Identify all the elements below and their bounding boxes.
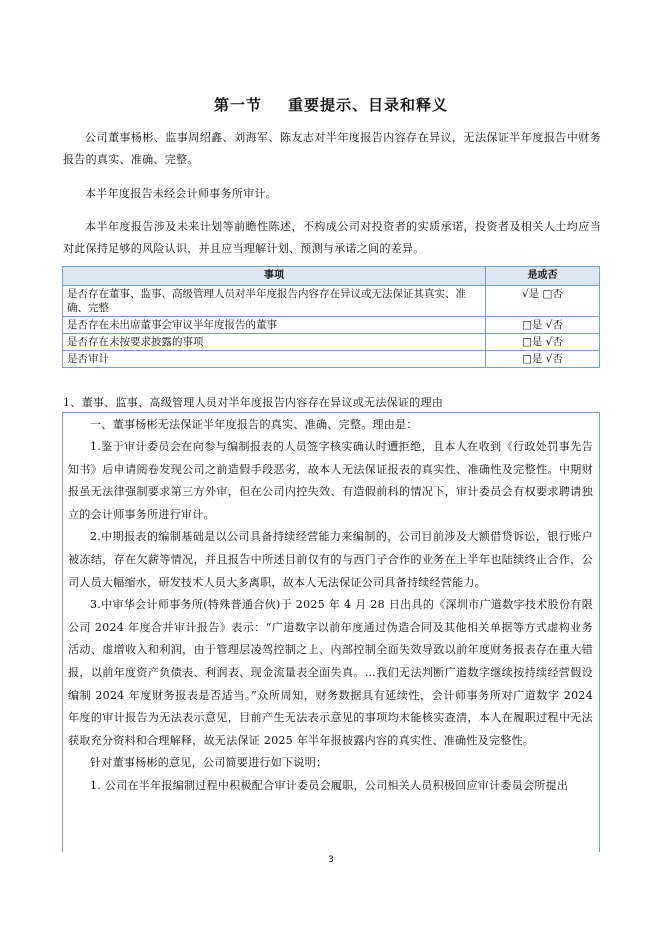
row-item: 是否存在董事、监事、高级管理人员对半年度报告内容存在异议或无法保证其真实、准确、完整 [63, 286, 486, 317]
table-row [63, 351, 600, 368]
intro-paragraph-dissent: 公司董事杨彬、监事周绍鑫、刘海军、陈友志对半年度报告内容存在异议，无法保证半年度报告中财务报告的真实、准确、完整。 [63, 131, 601, 166]
section-title [0, 94, 662, 115]
box-paragraph: 一、董事杨彬无法保证半年度报告的真实、准确、完整。理由是： [90, 418, 418, 431]
reasons-box [62, 412, 600, 852]
table-row [63, 334, 600, 351]
box-paragraph: 3.中审华会计师事务所(特殊普通合伙)于 2025 年 4 月 28 日出具的《深圳市广道数字技术股份有限公司 2024 年度合并审计报告》表示：“广道数字以前年度通过伪造合同及其他相关单据等方式虚构业务活动、虚增收入和利润，由于管理层凌驾控制之上、内部控制全面失效导致以前年度财务报表存在重大错报，以前年度资产负债表、利润表、现金流量表全面失真。…我们无法判断广道数字继续按持续经营假设编制 2024 年度财务报表是否适当。”众所周知，财务数据具有延续性，会计师事务所对广道数字 2024 年度的审计报告为无法表示意见，目前产生无法表示意见的事项均未能核实查清，本人在履职过程中无法获取充分资料和合理解释，故无法保证 2025 年半年报披露内容的真实性、准确性及完整性。 [68, 598, 593, 747]
row-item: 是否存在未按要求披露的事项 [63, 334, 486, 351]
row-answer: □是 √否 [486, 317, 600, 334]
box-paragraph: 2.中期报表的编制基础是以公司具备持续经营能力来编制的，公司目前涉及大额借贷诉讼，银行账户被冻结，存在欠薪等情况，并且报告中所述目前仅有的与西门子合作的业务在上半年也陆续终止合作，公司人员大幅缩水，研发技术人员大多离职，故本人无法保证公司具备持续经营能力。 [68, 530, 593, 589]
row-item: 是否审计 [63, 351, 486, 368]
header-yes-no: 是或否 [486, 267, 600, 286]
section-heading: 重要提示、目录和释义 [288, 96, 449, 114]
box-paragraph: 1. 公司在半年报编制过程中积极配合审计委员会履职，公司相关人员积极回应审计委员会所提出 [90, 778, 569, 792]
intro-paragraph-forward-looking: 本半年度报告涉及未来计划等前瞻性陈述，不构成公司对投资者的实质承诺，投资者及相关人士均应当对此保持足够的风险认识，并且应当理解计划、预测与承诺之间的差异。 [63, 220, 601, 255]
intro-paragraph-unaudited: 本半年度报告未经会计师事务所审计。 [85, 187, 278, 200]
row-answer: √是 □否 [486, 286, 600, 317]
table-row [63, 317, 600, 334]
box-paragraph: 针对董事杨彬的意见，公司简要进行如下说明： [90, 756, 328, 770]
matters-table [62, 266, 600, 368]
section-number: 第一节 [213, 96, 262, 114]
page-number: 3 [328, 855, 334, 865]
row-answer: □是 √否 [486, 334, 600, 351]
row-answer: □是 √否 [486, 351, 600, 368]
header-item: 事项 [63, 267, 486, 286]
table-header-row [63, 267, 600, 286]
table-row [63, 286, 600, 317]
row-item: 是否存在未出席董事会审议半年度报告的董事 [63, 317, 486, 334]
box-paragraph: 1.鉴于审计委员会在向参与编制报表的人员签字核实确认时遭拒绝，且本人在收到《行政处罚事先告知书》后申请阅卷发现公司之前造假手段恶劣，故本人无法保证报表的真实性、准确性及完整性。中期财报虽无法律强制要求第三方外审，但在公司内控失效、有造假前科的情况下，审计委员会有权要求聘请独立的会计师事务所进行审计。 [68, 440, 593, 521]
subheading-reasons: 1、董事、监事、高级管理人员对半年度报告内容存在异议或无法保证的理由 [63, 396, 444, 409]
